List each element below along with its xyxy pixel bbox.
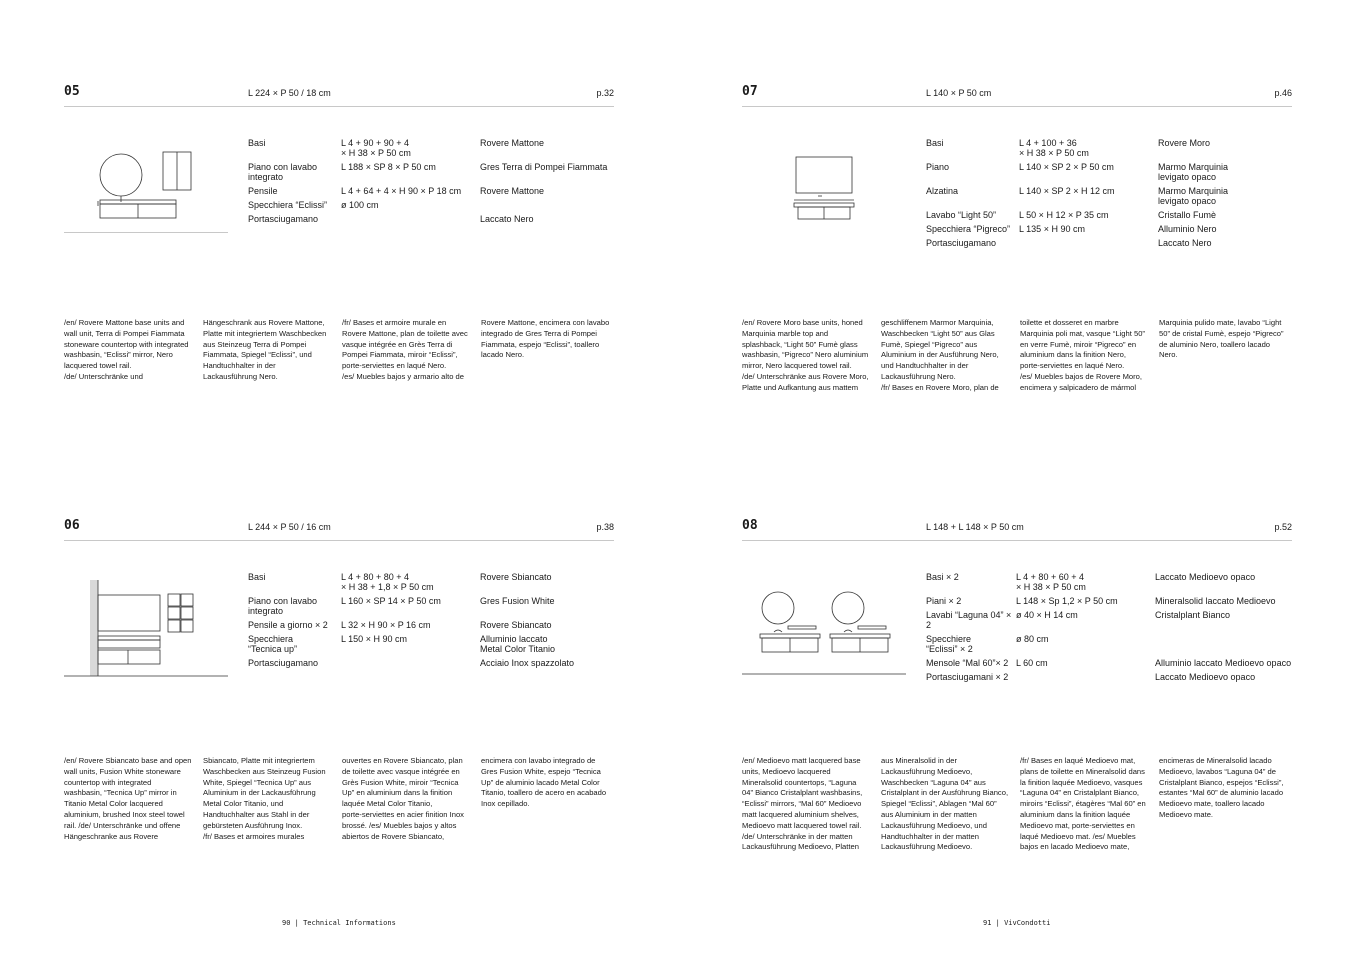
spec-name: Piano con lavabo integrato bbox=[248, 596, 318, 616]
spec-name: Specchiera “Pigreco” bbox=[926, 224, 1011, 234]
spec-size bbox=[341, 658, 480, 668]
spec-row bbox=[248, 658, 625, 668]
spec-row bbox=[926, 672, 1300, 682]
spec-name: Lavabo “Light 50” bbox=[926, 210, 997, 220]
spec-row bbox=[248, 214, 625, 224]
description-columns bbox=[742, 318, 1298, 394]
description-column: /en/ Rovere Mattone base units and wall unit, Terra di Pompei Fiammata stoneware countertop with integrated washbasin, “Eclissi” mirror, Nero lacquered towel rail. /de/ Unterschränke und bbox=[64, 318, 189, 381]
spec-finish bbox=[1155, 634, 1300, 654]
description-columns bbox=[742, 756, 1298, 853]
spec-row bbox=[926, 210, 1303, 220]
spec-size: L 160 × SP 14 × P 50 cm bbox=[341, 596, 441, 606]
page-reference[interactable]: p.32 bbox=[596, 88, 614, 98]
spec-name: Basi × 2 bbox=[926, 572, 959, 582]
description-columns bbox=[64, 756, 620, 842]
spec-size: L 50 × H 12 × P 35 cm bbox=[1019, 210, 1109, 220]
spec-name: Basi bbox=[926, 138, 944, 148]
description-column: ouvertes en Rovere Sbiancato, plan de toilette avec vasque intégrée en Grès Fusion White, miroir “Tecnica Up” en aluminium dans la finition laquée Metal Color Titanio, porte-serviettes en acier finition Inox brossé. /es/ Muebles bajos y altos abiertos de Rovere Sbiancato, bbox=[342, 756, 464, 841]
description-column: /en/ Medioevo matt lacquered base units, Medioevo lacquered Mineralsolid countertops, “Laguna 04” Bianco Cristalplant washbasins, “Eclissi” mirrors, “Mal 60” Medioevo matt lacquered aluminium shelves, Medioevo matt lacquered towel rail. /de/ Unterschränke in der matten Lackausführung Medioevo, Platten bbox=[742, 756, 863, 852]
spec-name: Portasciugamano bbox=[248, 658, 319, 668]
spec-row bbox=[926, 186, 1303, 206]
spec-name: Portasciugamano bbox=[248, 214, 319, 224]
spec-row bbox=[926, 596, 1300, 606]
spec-finish: Cristallo Fumè bbox=[1158, 210, 1217, 220]
spec-name: Mensole “Mal 60”× 2 bbox=[926, 658, 1009, 668]
spec-name: Basi bbox=[248, 572, 266, 582]
spec-table bbox=[926, 572, 1300, 686]
spec-row bbox=[248, 634, 625, 654]
spec-size bbox=[341, 214, 480, 224]
spec-row bbox=[248, 138, 625, 158]
spec-finish: Rovere Mattone bbox=[480, 186, 545, 196]
spec-name: Pensile a giorno × 2 bbox=[248, 620, 328, 630]
spec-row bbox=[926, 238, 1303, 248]
description-column: /fr/ Bases et armoire murale en Rovere Mattone, plan de toilette avec vasque intégrée en Grès Terra di Pompei Fiammata, miroir “Eclissi”, porte-serviettes en laqué Nero. /es/ Muebles bajos y armario alto de bbox=[342, 318, 468, 381]
drawing-baseline bbox=[64, 232, 228, 233]
spec-table bbox=[926, 138, 1303, 252]
item-dimensions: L 148 + L 148 × P 50 cm bbox=[926, 522, 1024, 532]
spec-table bbox=[248, 138, 625, 228]
spec-name: Portasciugamano bbox=[926, 238, 997, 248]
spec-name: Pensile bbox=[248, 186, 278, 196]
spec-finish: Alluminio laccato Medioevo opaco bbox=[1155, 658, 1292, 668]
spec-size: L 150 × H 90 cm bbox=[341, 634, 407, 644]
description-column: toilette et dosseret en marbre Marquinia poli mat, vasque “Light 50” en verre Fumè, miroir “Pigreco” en aluminium dans la finition Nero, porte-serviettes en laqué Nero. /es/ Muebles bajos de Rovere Moro, encimera y salpicadero de mármol bbox=[1020, 318, 1145, 392]
spec-finish: Laccato Medioevo opaco bbox=[1155, 672, 1256, 682]
spec-finish: Laccato Nero bbox=[480, 214, 534, 224]
spec-name: Lavabi “Laguna 04” × 2 bbox=[926, 610, 1012, 630]
spec-size: L 140 × SP 2 × P 50 cm bbox=[1019, 162, 1114, 172]
spec-finish: Marmo Marquinia levigato opaco bbox=[1158, 162, 1229, 182]
spec-size: ø 100 cm bbox=[341, 200, 379, 210]
spec-size bbox=[1016, 672, 1155, 682]
page-footer-left: 90 | Technical Informations bbox=[282, 919, 396, 927]
spec-name: Piani × 2 bbox=[926, 596, 962, 606]
item-dimensions: L 224 × P 50 / 18 cm bbox=[248, 88, 331, 98]
spec-row bbox=[926, 634, 1300, 654]
spec-name: Specchiera “Tecnica up” bbox=[248, 634, 298, 654]
page-footer-right: 91 | VivCondotti bbox=[983, 919, 1051, 927]
item-number: 06 bbox=[64, 518, 80, 533]
composition-drawing bbox=[742, 132, 908, 232]
spec-finish: Alluminio Nero bbox=[1158, 224, 1217, 234]
spec-name: Specchiere “Eclissi” × 2 bbox=[926, 634, 973, 654]
spec-row bbox=[248, 186, 625, 196]
spec-finish: Acciaio Inox spazzolato bbox=[480, 658, 575, 668]
spec-finish bbox=[480, 200, 625, 210]
description-column: /en/ Rovere Moro base units, honed Marquinia marble top and splashback, “Light 50” Fumè glass washbasin, “Pigreco” Nero aluminium mirror, Nero lacquered towel rail. /de/ Unterschränke aus Rovere Moro, Platte und Aufkantung aus mattem bbox=[742, 318, 869, 392]
spec-finish: Gres Fusion White bbox=[480, 596, 555, 606]
composition-drawing bbox=[64, 540, 230, 678]
item-number: 08 bbox=[742, 518, 758, 533]
spec-size: L 4 + 80 + 80 + 4 × H 38 + 1,8 × P 50 cm bbox=[341, 572, 434, 592]
description-column: geschliffenem Marmor Marquinia, Waschbecken “Light 50” aus Glas Fumè, Spiegel “Pigreco” aus Aluminium in der Ausführung Nero, und Handtuchhalter in der Lackausführung Nero. /fr/ Bases en Rovere Moro, plan de bbox=[881, 318, 999, 392]
item-number: 05 bbox=[64, 84, 80, 99]
spec-size: L 188 × SP 8 × P 50 cm bbox=[341, 162, 436, 172]
item-dimensions: L 140 × P 50 cm bbox=[926, 88, 992, 98]
spec-finish: Gres Terra di Pompei Fiammata bbox=[480, 162, 608, 172]
spec-row bbox=[926, 610, 1300, 630]
description-column: /en/ Rovere Sbiancato base and open wall units, Fusion White stoneware countertop with integrated washbasin, “Tecnica Up” mirror in Titanio Metal Color lacquered aluminium, brushed Inox steel towel rail. /de/ Unterschränke und offene Hängeschranke aus Rovere bbox=[64, 756, 192, 841]
spec-finish: Rovere Sbiancato bbox=[480, 572, 552, 582]
spec-finish: Alluminio laccato Metal Color Titanio bbox=[480, 634, 556, 654]
description-columns bbox=[64, 318, 620, 383]
spec-name: Specchiera “Eclissi” bbox=[248, 200, 328, 210]
description-column: Sbiancato, Platte mit integriertem Waschbecken aus Steinzeug Fusion White, Spiegel “Tecnica Up” aus Aluminium in der Lackausführung Metal Color Titanio, und Handtuchhalter aus Stahl in der gebürsteten Ausführung Inox. /fr/ Bases et armoires murales bbox=[203, 756, 326, 841]
page-reference[interactable]: p.38 bbox=[596, 522, 614, 532]
spec-row bbox=[248, 162, 625, 182]
item-number: 07 bbox=[742, 84, 758, 99]
description-column: aus Mineralsolid in der Lackausführung Medioevo, Waschbecken “Laguna 04” aus Cristalplant in der Ausführung Bianco, Spiegel “Eclissi”, Ablagen “Mal 60” aus Aluminium in der matten Lackausführung Medioevo, und Handtuchhalter in der matten Lackausführung Medioevo. bbox=[881, 756, 1009, 852]
description-column: encimera con lavabo integrado de Gres Fusion White, espejo “Tecnica Up” de aluminio lacado Metal Color Titanio, toallero de acero en acabado Inox cepillado. bbox=[481, 756, 607, 809]
description-column: /fr/ Bases en laqué Medioevo mat, plans de toilette en Mineralsolid dans la finition laquée Medioevo, vasques “Laguna 04” en Cristalplant Bianco, miroirs “Eclissi”, étagères “Mal 60” en aluminium dans la finition laquée Medioevo mat, porte-serviettes en laqué Medioevo mat. /es/ Muebles bajos en lacado Medioevo mate, bbox=[1020, 756, 1146, 852]
spec-size: L 4 + 64 + 4 × H 90 × P 18 cm bbox=[341, 186, 462, 196]
item-header bbox=[742, 84, 1292, 107]
spec-name: Alzatina bbox=[926, 186, 959, 196]
spec-row bbox=[248, 620, 625, 630]
right-page bbox=[678, 0, 1356, 959]
spec-row bbox=[926, 572, 1300, 592]
spec-finish: Mineralsolid laccato Medioevo bbox=[1155, 596, 1276, 606]
spec-size: L 135 × H 90 cm bbox=[1019, 224, 1085, 234]
item-header bbox=[64, 518, 614, 541]
spec-finish: Rovere Mattone bbox=[480, 138, 545, 148]
item-header bbox=[64, 84, 614, 107]
spec-size: ø 40 × H 14 cm bbox=[1016, 610, 1078, 620]
spec-size bbox=[1019, 238, 1158, 248]
spec-row bbox=[926, 162, 1303, 182]
spec-size: L 140 × SP 2 × H 12 cm bbox=[1019, 186, 1115, 196]
description-column: Hängeschrank aus Rovere Mattone, Platte mit integriertem Waschbecken aus Steinzeug Terra di Pompei Fiammata, Spiegel “Eclissi”, und Handtuchhalter in der Lackausführung Nero. bbox=[203, 318, 327, 381]
spec-table bbox=[248, 572, 625, 672]
spec-row bbox=[248, 572, 625, 592]
spec-finish: Rovere Moro bbox=[1158, 138, 1211, 148]
spec-row bbox=[926, 138, 1303, 158]
composition-drawing bbox=[742, 570, 908, 680]
spec-finish: Rovere Sbiancato bbox=[480, 620, 552, 630]
spec-size: L 148 × Sp 1,2 × P 50 cm bbox=[1016, 596, 1118, 606]
spec-size: L 4 + 100 + 36 × H 38 × P 50 cm bbox=[1019, 138, 1089, 158]
spec-size: L 4 + 90 + 90 + 4 × H 38 × P 50 cm bbox=[341, 138, 411, 158]
spec-finish: Marmo Marquinia levigato opaco bbox=[1158, 186, 1229, 206]
spec-row bbox=[926, 224, 1303, 234]
spec-finish: Laccato Nero bbox=[1158, 238, 1212, 248]
spec-row bbox=[926, 658, 1300, 668]
spec-size: L 4 + 80 + 60 + 4 × H 38 × P 50 cm bbox=[1016, 572, 1086, 592]
spec-size: ø 80 cm bbox=[1016, 634, 1049, 644]
item-dimensions: L 244 × P 50 / 16 cm bbox=[248, 522, 331, 532]
spec-name: Piano bbox=[926, 162, 950, 172]
spec-finish: Laccato Medioevo opaco bbox=[1155, 572, 1256, 582]
spec-name: Basi bbox=[248, 138, 266, 148]
spec-row bbox=[248, 596, 625, 616]
spec-row bbox=[248, 200, 625, 210]
description-column: encimeras de Mineralsolid lacado Medioevo, lavabos “Laguna 04” de Cristalplant Bianco, espejos “Eclissi”, estantes “Mal 60” de aluminio lacado Medioevo mate, toallero lacado Medioevo mate. bbox=[1159, 756, 1284, 819]
spec-name: Portasciugamani × 2 bbox=[926, 672, 1009, 682]
page-reference[interactable]: p.52 bbox=[1274, 522, 1292, 532]
spec-name: Piano con lavabo integrato bbox=[248, 162, 318, 182]
item-header bbox=[742, 518, 1292, 541]
spec-size: L 32 × H 90 × P 16 cm bbox=[341, 620, 431, 630]
description-column: Marquinia pulido mate, lavabo “Light 50” de cristal Fumè, espejo “Pigreco” de aluminio Nero, toallero lacado Nero. bbox=[1159, 318, 1284, 360]
page-reference[interactable]: p.46 bbox=[1274, 88, 1292, 98]
composition-drawing bbox=[64, 132, 230, 232]
description-column: Rovere Mattone, encimera con lavabo integrado de Gres Terra di Pompei Fiammata, espejo “Eclissi”, toallero lacado Nero. bbox=[481, 318, 610, 360]
spec-finish: Cristalplant Bianco bbox=[1155, 610, 1231, 620]
spec-size: L 60 cm bbox=[1016, 658, 1048, 668]
